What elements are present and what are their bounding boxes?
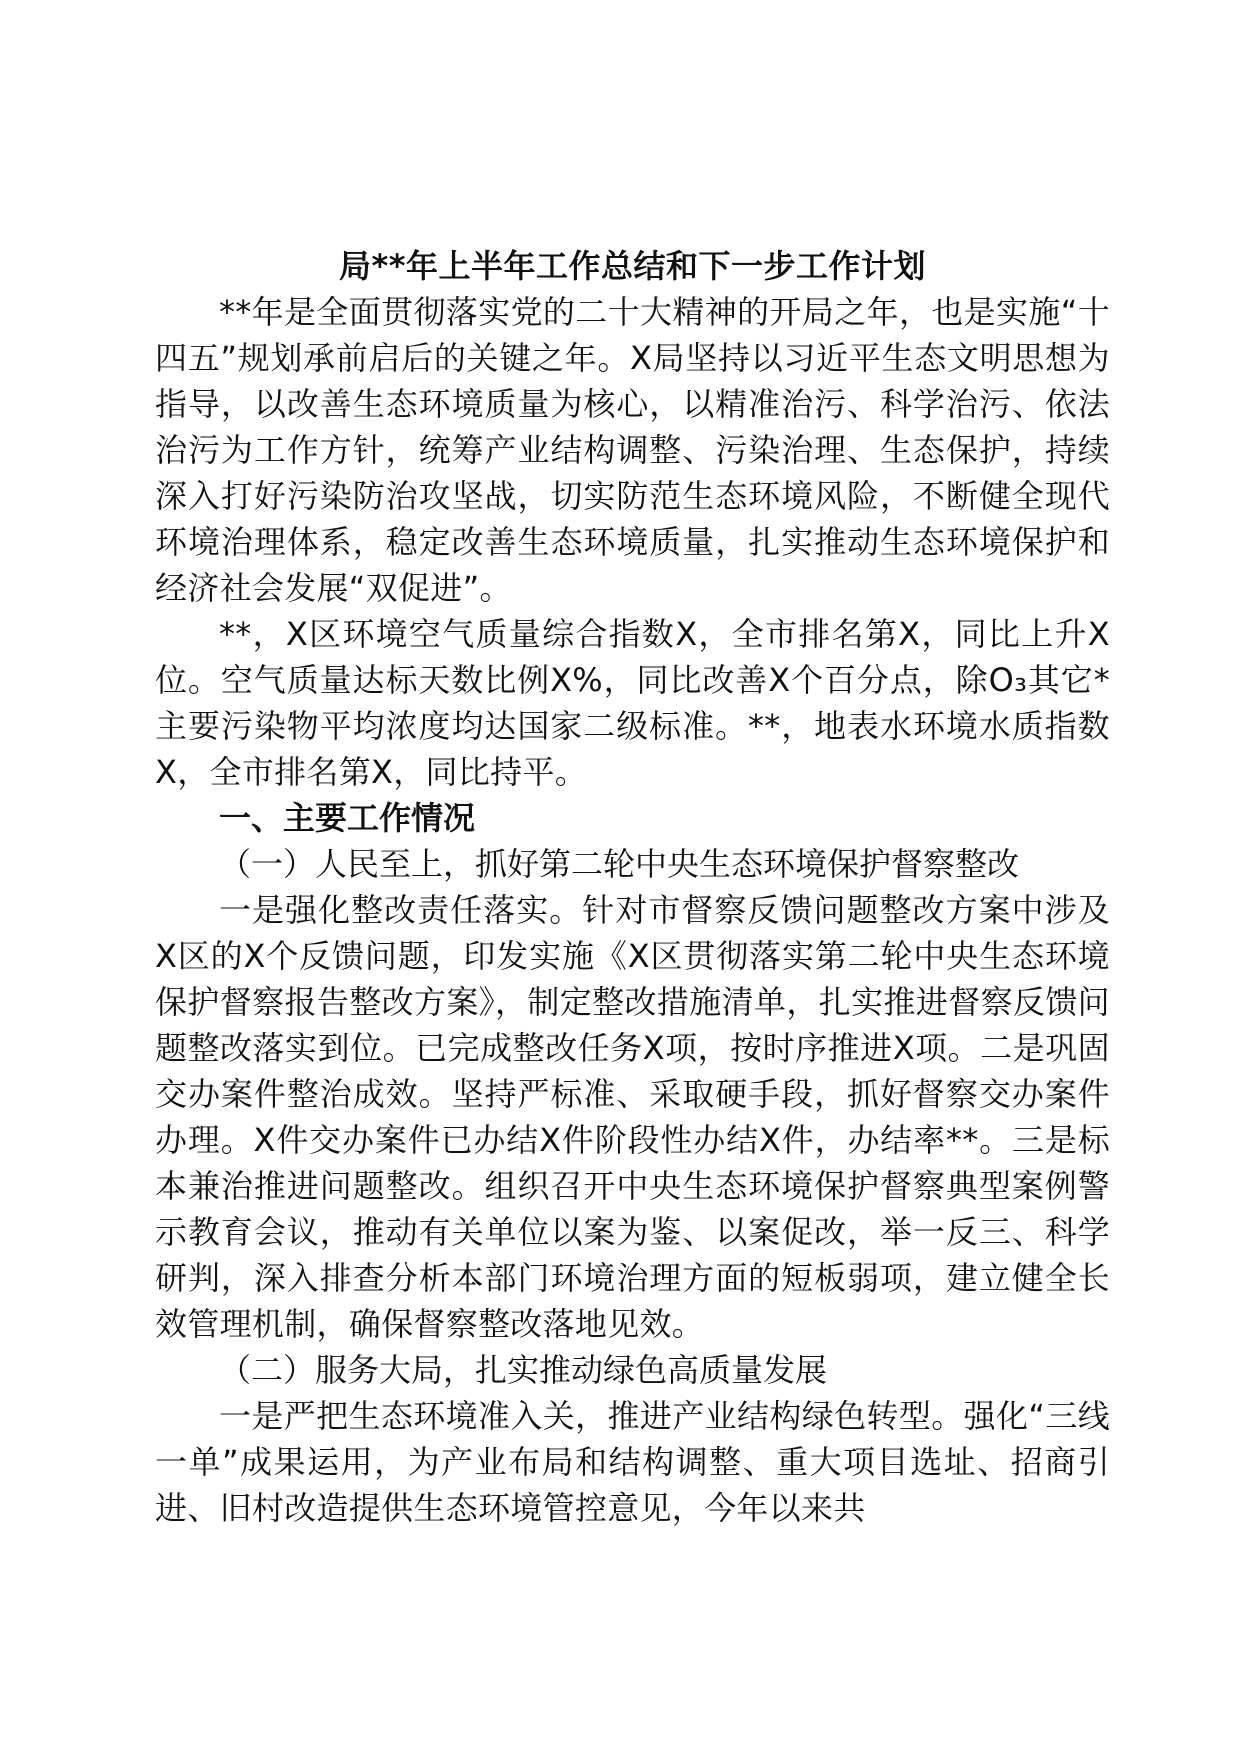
intro-paragraph: **年是全面贯彻落实党的二十大精神的开局之年，也是实施“十四五”规划承前启后的关键之年。X局坚持以习近平生态文明思想为指导，以改善生态环境质量为核心，以精准治污、科学治污、依法治污为工作方针，统筹产业结构调整、污染治理、生态保护，持续深入打好污染防治攻坚战，切实防范生态环境风险，不断健全现代环境治理体系，稳定改善生态环境质量，扎实推动生态环境保护和经济社会发展“双促进”。 bbox=[155, 293, 1110, 607]
subsection-heading-1: （一）人民至上，抓好第二轮中央生态环境保护督察整改 bbox=[219, 845, 1020, 883]
document-title: 局**年上半年工作总结和下一步工作计划 bbox=[339, 247, 926, 285]
document-page bbox=[155, 243, 1110, 1531]
subsection-body-1: 一是强化整改责任落实。针对市督察反馈问题整改方案中涉及X区的X个反馈问题，印发实施《X区贯彻落实第二轮中央生态环境保护督察报告整改方案》，制定整改措施清单，扎实推进督察反馈问题整改落实到位。已完成整改任务X项，按时序推进X项。二是巩固交办案件整治成效。坚持严标准、采取硬手段，抓好督察交办案件办理。X件交办案件已办结X件阶段性办结X件，办结率**。三是标本兼治推进问题整改。组织召开中央生态环境保护督察典型案例警示教育会议，推动有关单位以案为鉴、以案促改，举一反三、科学研判，深入排查分析本部门环境治理方面的短板弱项，建立健全长效管理机制，确保督察整改落地见效。 bbox=[155, 891, 1110, 1343]
subsection-body-2: 一是严把生态环境准入关，推进产业结构绿色转型。强化“三线一单”成果运用，为产业布局和结构调整、重大项目选址、招商引进、旧村改造提供生态环境管控意见，今年以来共 bbox=[155, 1397, 1110, 1527]
section-heading-main-work: 一、主要工作情况 bbox=[219, 799, 476, 837]
stats-paragraph: **，X区环境空气质量综合指数X，全市排名第X，同比上升X位。空气质量达标天数比例X%，同比改善X个百分点，除O₃其它*主要污染物平均浓度均达国家二级标准。**，地表水环境水质指数X，全市排名第X，同比持平。 bbox=[155, 615, 1110, 791]
subsection-heading-2: （二）服务大局，扎实推动绿色高质量发展 bbox=[219, 1351, 828, 1389]
